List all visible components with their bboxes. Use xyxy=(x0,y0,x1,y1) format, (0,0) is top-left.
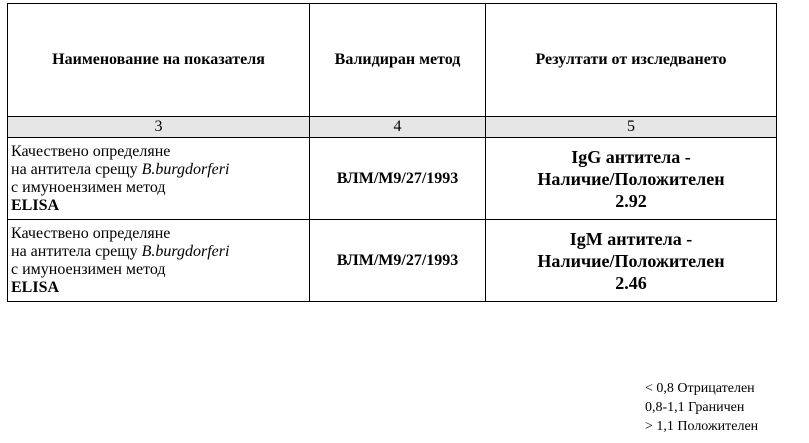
indicator-line: Качествено определяне xyxy=(11,224,171,242)
result-cell xyxy=(486,138,777,220)
results-table xyxy=(7,3,777,302)
result-cell xyxy=(486,220,777,302)
indicator-cell xyxy=(8,138,310,220)
indicator-line: с имуноензимен метод xyxy=(11,178,166,196)
result-status: Наличие/Положителен xyxy=(537,250,725,271)
method-cell: ВЛМ/М9/27/1993 xyxy=(310,138,486,220)
header-row xyxy=(8,4,777,117)
column-number-row xyxy=(8,117,777,138)
header-results: Резултати от изследването xyxy=(486,4,777,117)
table-row xyxy=(8,138,777,220)
result-antibody: IgG антитела - xyxy=(571,146,691,167)
table-row xyxy=(8,220,777,302)
result-value: 2.46 xyxy=(615,272,647,293)
indicator-line: с имуноензимен метод xyxy=(11,260,166,278)
result-value: 2.92 xyxy=(615,190,647,211)
indicator-method-name: ELISA xyxy=(11,196,60,214)
indicator-cell xyxy=(8,220,310,302)
result-status: Наличие/Положителен xyxy=(537,168,725,189)
indicator-line xyxy=(11,243,309,261)
method-cell: ВЛМ/М9/27/1993 xyxy=(310,220,486,302)
legend-negative: < 0,8 Отрицателен xyxy=(645,381,755,396)
indicator-method-name: ELISA xyxy=(11,278,60,296)
column-number-4: 4 xyxy=(310,117,486,138)
header-method: Валидиран метод xyxy=(310,4,486,117)
header-indicator: Наименование на показателя xyxy=(8,4,310,117)
pathogen-name: B.burgdorferi xyxy=(141,160,230,178)
pathogen-name: B.burgdorferi xyxy=(141,242,230,260)
indicator-text: на антитела срещу xyxy=(11,160,142,178)
indicator-line: Качествено определяне xyxy=(11,142,171,160)
column-number-3: 3 xyxy=(8,117,310,138)
indicator-text: на антитела срещу xyxy=(11,242,142,260)
indicator-line xyxy=(11,161,309,179)
legend-positive: > 1,1 Положителен xyxy=(645,419,759,434)
column-number-5: 5 xyxy=(486,117,777,138)
result-antibody: IgM антитела - xyxy=(569,228,693,249)
reference-legend xyxy=(645,379,758,436)
legend-borderline: 0,8-1,1 Граничен xyxy=(645,400,745,415)
